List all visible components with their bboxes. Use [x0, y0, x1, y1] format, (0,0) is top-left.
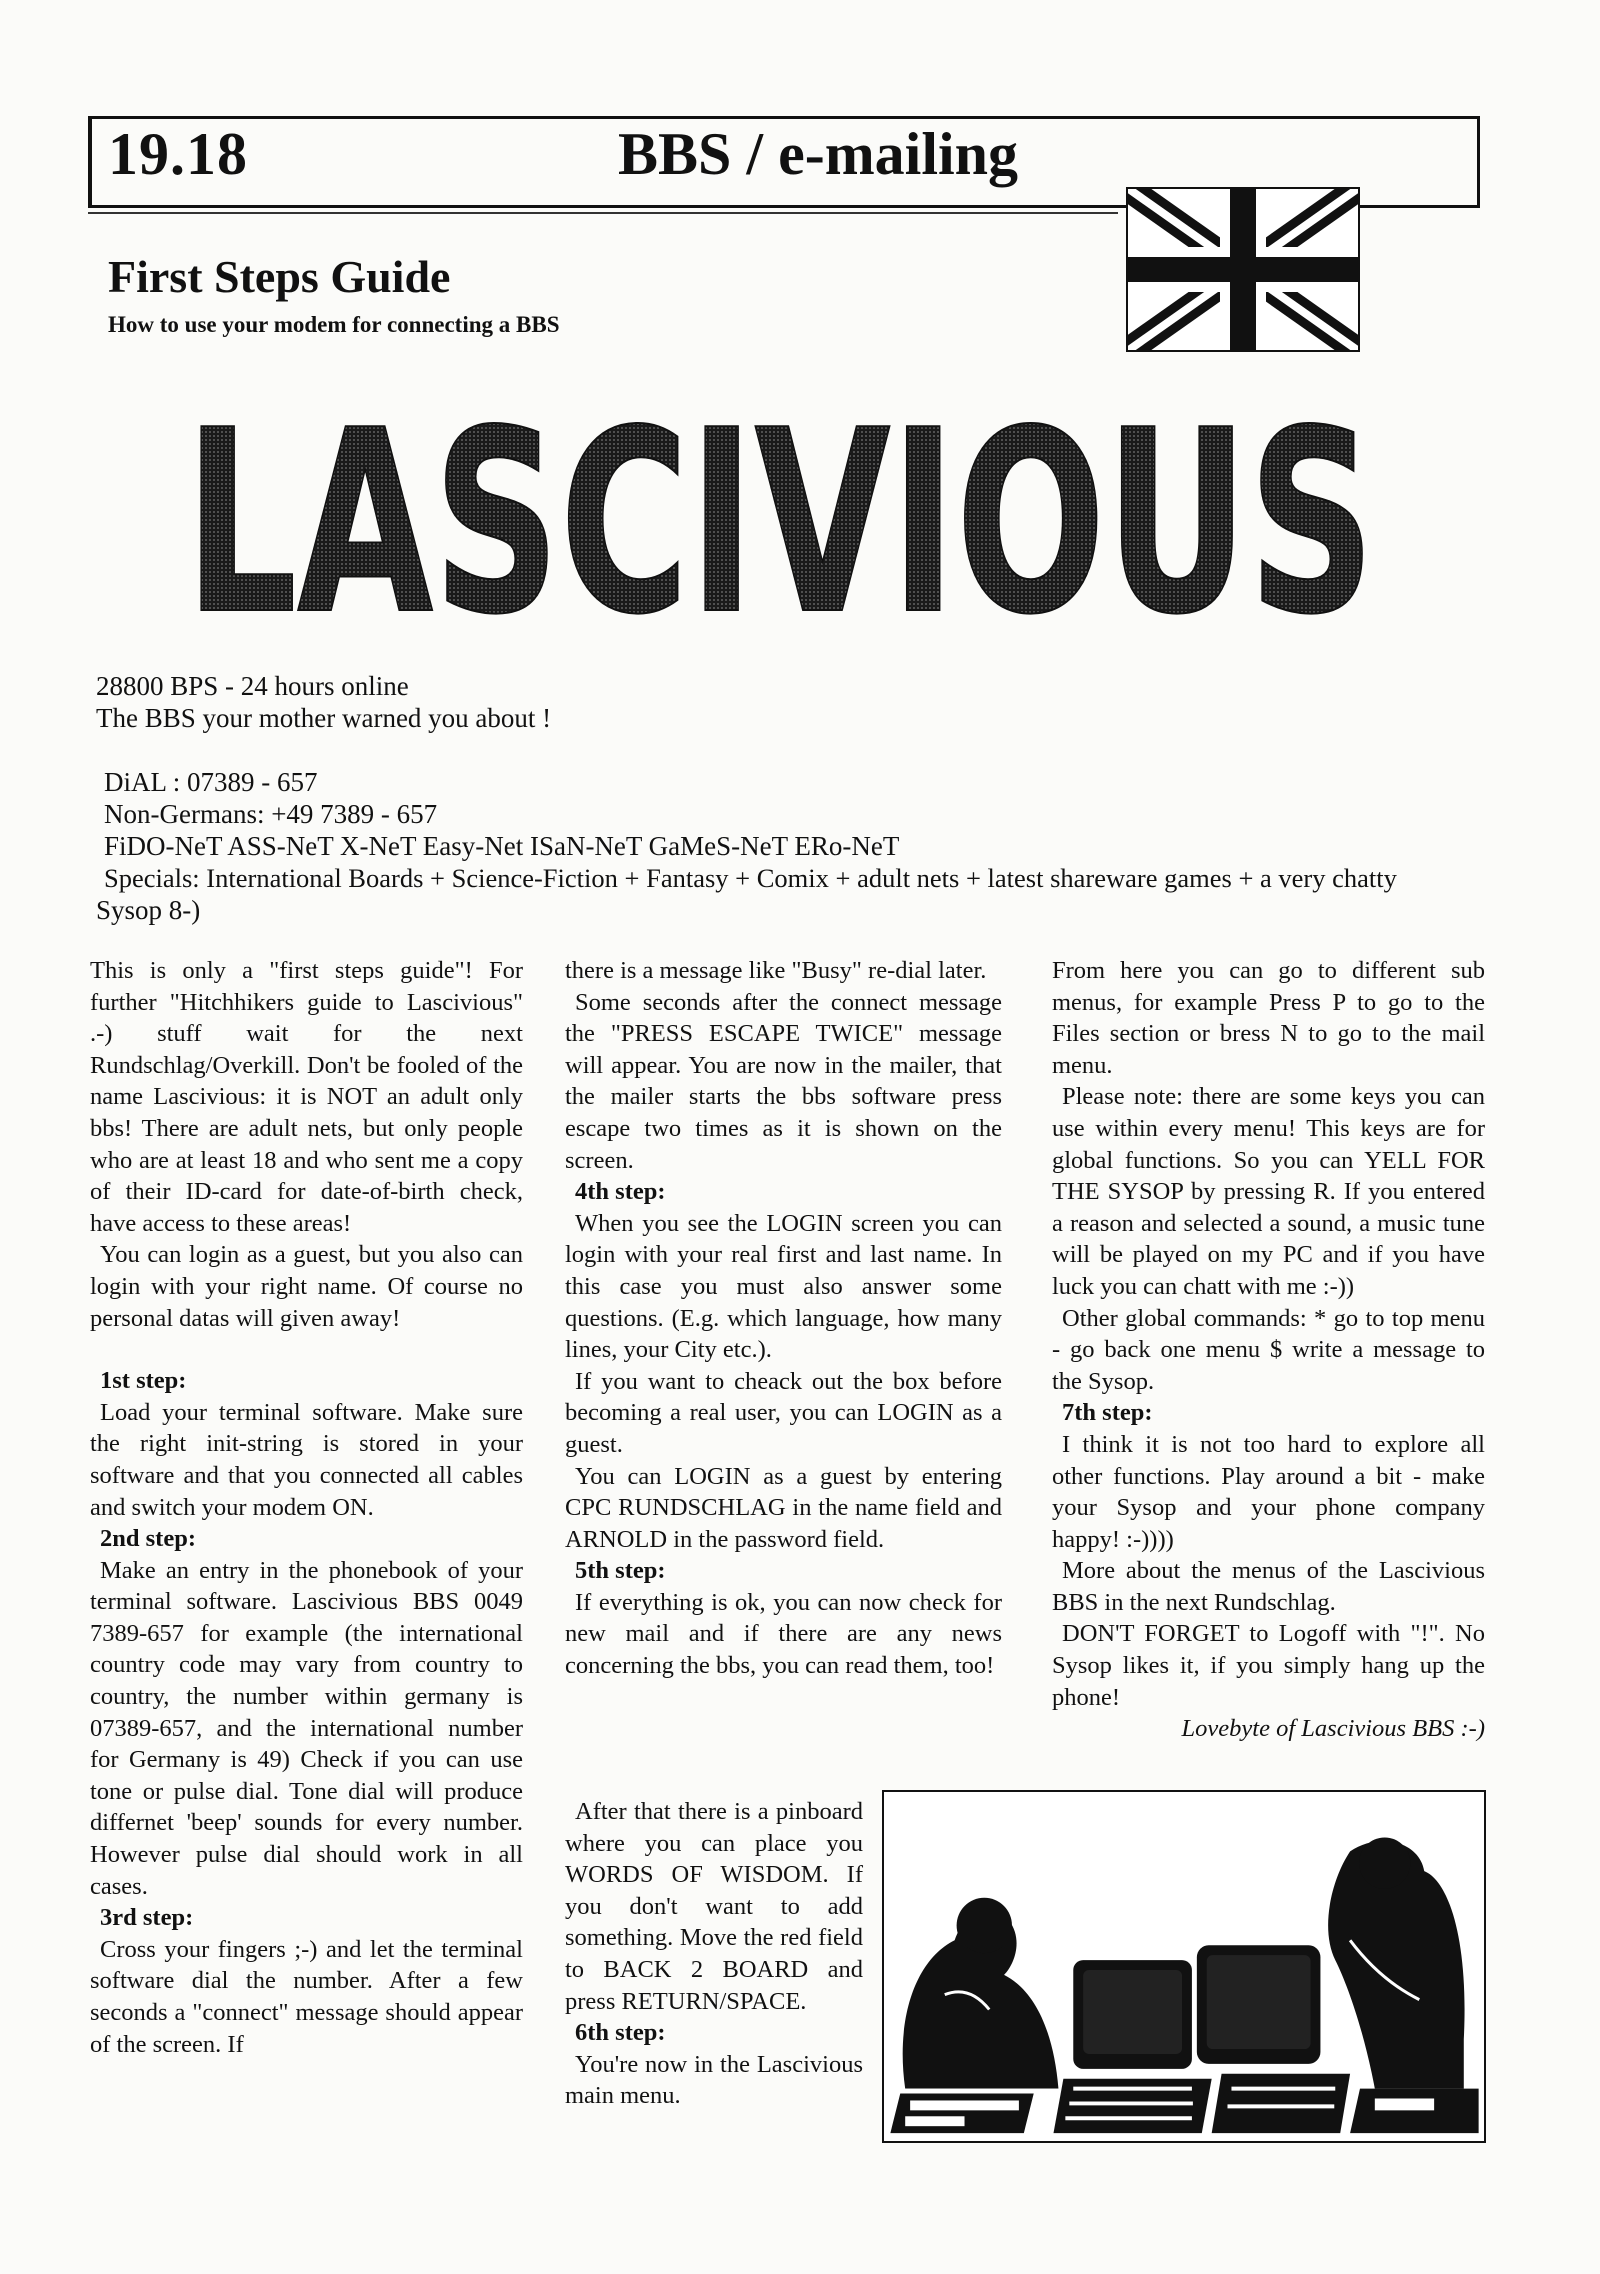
paragraph: Some seconds after the connect message the "PRESS ESCAPE TWICE" message will appear. You are now in the mailer, that the mailer starts the bbs software press escape two times as it is shown on the screen.	[565, 988, 1002, 1174]
column-1	[90, 955, 523, 2060]
paragraph: After that there is a pinboard where you can place you WORDS OF WISDOM. If you don't want to add something. Move the red field to BACK 2 BOARD and press RETURN/SPACE.	[565, 1798, 863, 2015]
header-rule	[88, 212, 1118, 214]
guide-subtitle: How to use your modem for connecting a BBS	[108, 312, 560, 337]
non-germans-number: Non-Germans: +49 7389 - 657	[104, 799, 438, 829]
paragraph: Other global commands: * go to top menu - go back one menu $ write a message to the Sysop.	[1052, 1304, 1485, 1395]
specials-line-2: Sysop 8-)	[96, 895, 201, 925]
bbs-tagline: The BBS your mother warned you about !	[96, 703, 552, 733]
issue-number: 19.18	[108, 121, 248, 187]
paragraph: You can LOGIN as a guest by entering CPC RUNDSCHLAG in the name field and ARNOLD in the password field.	[565, 1462, 1002, 1553]
bbs-speed: 28800 BPS - 24 hours online	[96, 671, 409, 701]
column-2	[565, 955, 1002, 1682]
paragraph: If everything is ok, you can now check for new mail and if there are any news concerning the bbs, you can read them, too!	[565, 1588, 1002, 1680]
computer-operators-illustration	[882, 1790, 1486, 2143]
paragraph: You're now in the Lascivious main menu.	[565, 2050, 863, 2110]
column-2-narrow	[565, 1796, 863, 2112]
paragraph: When you see the LOGIN screen you can login with your real first and last name. In this case you must also answer some questions. (E.g. which language, how many lines, your City etc.).	[565, 1209, 1002, 1364]
paragraph: I think it is not too hard to explore all other functions. Play around a bit - make your Sysop and your phone company happy! :-))))	[1052, 1430, 1485, 1553]
step-heading: 6th step:	[575, 2019, 666, 2047]
column-3	[1052, 955, 1485, 1745]
paragraph: If you want to cheack out the box before becoming a real user, you can LOGIN as a guest.	[565, 1367, 1002, 1458]
paragraph: Make an entry in the phonebook of your terminal software. Lascivious BBS 0049 7389-657 for example (the international country code may vary from country to country, the number within germany is 07389-657, and the international number for Germany is 49) Check if you can use tone or pulse dial. Tone dial will produce differnet 'beep' sounds for every number. However pulse dial should work in all cases.	[90, 1556, 523, 1900]
step-heading: 2nd step:	[100, 1525, 196, 1553]
section-title: BBS / e-mailing	[618, 121, 1019, 187]
dial-number: DiAL : 07389 - 657	[104, 767, 318, 797]
paragraph: From here you can go to different sub menus, for example Press P to go to the Files section or bress N to go to the mail menu.	[1052, 957, 1485, 1079]
paragraph: Cross your fingers ;-) and let the terminal software dial the number. After a few seconds a "connect" message should appear of the screen. If	[90, 1935, 523, 2058]
guide-title: First Steps Guide	[108, 251, 451, 302]
paragraph: Load your terminal software. Make sure the right init-string is stored in your software and that you connected all cables and switch your modem ON.	[90, 1398, 523, 1521]
signature: Lovebyte of Lascivious BBS :-)	[1181, 1715, 1485, 1743]
paragraph: there is a message like "Busy" re-dial later.	[565, 957, 987, 984]
step-heading: 5th step:	[575, 1557, 666, 1585]
step-heading: 3rd step:	[100, 1904, 194, 1932]
union-jack-icon	[1126, 187, 1360, 352]
paragraph: You can login as a guest, but you also can login with your right name. Of course no personal datas will given away!	[90, 1241, 523, 1332]
lascivious-logo	[180, 410, 1380, 625]
paragraph: More about the menus of the Lascivious BBS in the next Rundschlag.	[1052, 1557, 1485, 1616]
logo-text: LASCIVIOUS	[185, 410, 1375, 625]
paragraph: DON'T FORGET to Logoff with "!". No Sysop likes it, if you simply hang up the phone!	[1052, 1620, 1485, 1711]
paragraph: Please note: there are some keys you can use within every menu! This keys are for global functions. So you can YELL FOR THE SYSOP by pressing R. If you entered a reason and selected a sound, a music tune will be played on my PC and if you have luck you can chatt with me :-))	[1052, 1083, 1485, 1300]
step-heading: 4th step:	[575, 1178, 666, 1206]
network-list: FiDO-NeT ASS-NeT X-NeT Easy-Net ISaN-NeT GaMeS-NeT ERo-NeT	[104, 831, 900, 861]
step-heading: 7th step:	[1062, 1399, 1153, 1427]
paragraph: This is only a "first steps guide"! For further "Hitchhikers guide to Lascivious" .-) stuff wait for the next Rundschlag/Overkill. Don't be fooled of the name Lascivious: it is NOT an adult only bbs! There are adult nets, but only people who are at least 18 and who sent me a copy of their ID-card for date-of-birth check, have access to these areas!	[90, 957, 523, 1237]
step-heading: 1st step:	[100, 1367, 187, 1395]
specials-line: Specials: International Boards + Science-Fiction + Fantasy + Comix + adult nets + latest shareware games + a very chatty	[104, 863, 1397, 893]
